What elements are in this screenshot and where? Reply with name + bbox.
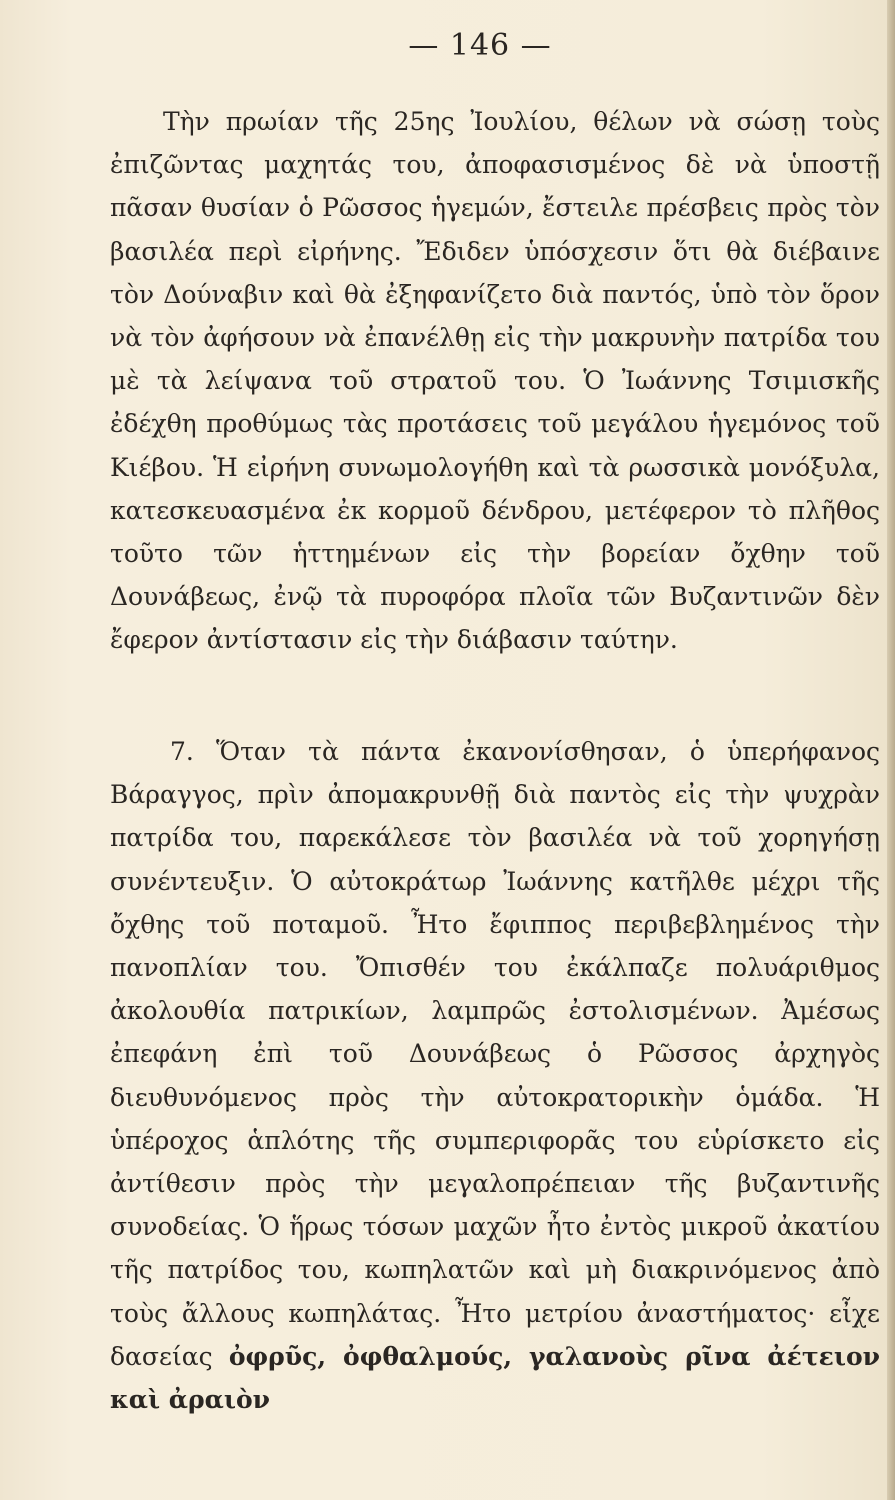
paragraph-2-bold-ending: ὀφρῦς, ὀφθαλμούς, γαλανοὺς ρῖνα ἀέτειον καὶ ἀραιὸν — [110, 1341, 880, 1415]
paragraph-2 — [110, 730, 880, 1421]
page-edge — [887, 0, 895, 1500]
paragraph-1: Τὴν πρωίαν τῆς 25ης Ἰουλίου, θέλων νὰ σώσῃ τοὺς ἐπιζῶντας μαχητάς του, ἀποφασισμένος δὲ νὰ ὑποστῇ πᾶσαν θυσίαν ὁ Ρῶσσος ἡγεμών, ἔστειλε πρέσβεις πρὸς τὸν βασιλέα περὶ εἰρήνης. Ἔδιδεν ὑπόσχεσιν ὅτι θὰ διέβαινε τὸν Δούναβιν καὶ θὰ ἐξηφανίζετο διὰ παντός, ὑπὸ τὸν ὅρον νὰ τὸν ἀφήσουν νὰ ἐπανέλθῃ εἰς τὴν μακρυνὴν πατρίδα του μὲ τὰ λείψανα τοῦ στρατοῦ του. Ὁ Ἰωάννης Τσιμισκῆς ἐδέχθη προθύμως τὰς προτάσεις τοῦ μεγάλου ἡγεμόνος τοῦ Κιέβου. Ἡ εἰρήνη συνωμολογήθη καὶ τὰ ρωσσικὰ μονόξυλα, κατεσκευασμένα ἐκ κορμοῦ δένδρου, μετέφερον τὸ πλῆθος τοῦτο τῶν ἡττημένων εἰς τὴν βορείαν ὄχθην τοῦ Δουνάβεως, ἐνῷ τὰ πυροφόρα πλοῖα τῶν Βυζαντινῶν δὲν ἔφερον ἀντίστασιν εἰς τὴν διάβασιν ταύτην. — [110, 107, 880, 655]
paragraph-2-text: 7. Ὅταν τὰ πάντα ἐκανονίσθησαν, ὁ ὑπερήφανος Βάραγγος, πρὶν ἀπομακρυνθῇ διὰ παντὸς εἰς τὴν ψυχρὰν πατρίδα του, παρεκάλεσε τὸν βασιλέα νὰ τοῦ χορηγήσῃ συνέντευξιν. Ὁ αὐτοκράτωρ Ἰωάννης κατῆλθε μέχρι τῆς ὄχθης τοῦ ποταμοῦ. Ἦτο ἔφιππος περιβεβλημένος τὴν πανοπλίαν του. Ὄπισθέν του ἐκάλπαζε πολυάριθμος ἀκολουθία πατρικίων, λαμπρῶς ἐστολισμένων. Ἀμέσως ἐπεφάνη ἐπὶ τοῦ Δουνάβεως ὁ Ρῶσσος ἀρχηγὸς διευθυνόμενος πρὸς τὴν αὐτοκρατορικὴν ὁμάδα. Ἡ ὑπέροχος ἁπλότης τῆς συμπεριφορᾶς του εὑρίσκετο εἰς ἀντίθεσιν πρὸς τὴν μεγαλοπρέπειαν τῆς βυζαντινῆς συνοδείας. Ὁ ἥρως τόσων μαχῶν ἦτο ἐντὸς μικροῦ ἀκατίου τῆς πατρίδος του, κωπηλατῶν καὶ μὴ διακρινόμενος ἀπὸ τοὺς ἄλλους κωπηλάτας. Ἦτο μετρίου ἀναστήματος· εἶχε δασείας — [110, 737, 880, 1371]
page-number: — 146 — — [408, 28, 552, 63]
